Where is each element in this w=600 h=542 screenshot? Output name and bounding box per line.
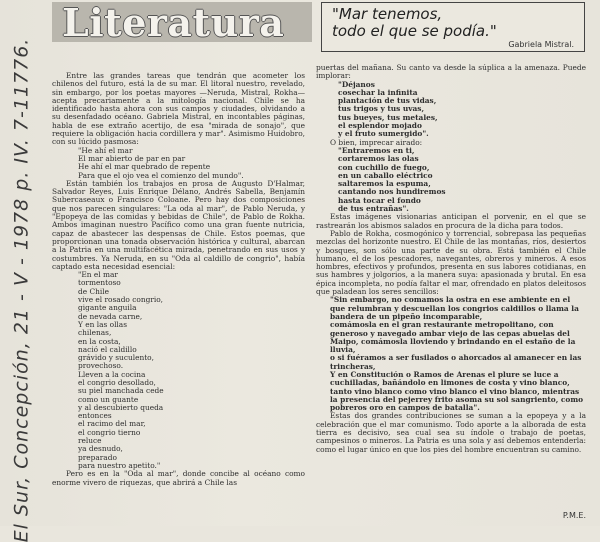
paragraph: Estas dos grandes contribuciones se suman a la epopeya y a la celebración que el mar comunismo. Todo aporte a la alborada de esta tierra es decisivo, sea cual sea su índole o trabajo de poetas, campesinos o mineros. La Patria es una sola y así debemos entenderla: como el lugar único en que los pies del hombre encuentran su camino. xyxy=(316,411,586,454)
verse-block: "He ahí el mar El mar abierto de par en par He ahí el mar quebrado de repente Para que el ojo vea el comienzo del mundo". xyxy=(78,145,244,180)
verse-block: "En el mar tormentoso de Chile vive el rosado congrio, gigante anguila de nevada carne, Y en las ollas chilenas, en la costa, nació el caldillo grávido y suculento, provechoso. Lleven a la cocina el congrio desollado, su piel manchada cede como un guante y al descubierto queda entonces el racimo del mar, el congrio tierno reluce ya desnudo, preparado para nuestro apetito." xyxy=(78,270,164,470)
paragraph: Entre las grandes tareas que tendrán que acometer los chilenos del futuro, está la de su mar. El litoral nuestro, revelado, sin embargo, por los poetas mayores —Neruda, Mistral, Rokha— acepta precariamente a la mitología nacional. Chile se ha identificado hasta ahora con sus campos y ciudades, olvidando a su desenfadado océano. Gabriela Mistral, en incontables páginas, habla de ese extraño acertijo, de esa "mirada de sonajo", que requiere la obligación hacia cordillera y mar". Asimismo Huidobro, con su lúcido pasmosa: xyxy=(52,71,305,147)
verse-block: "Entraremos en ti, cortaremos las olas con cuchillo de fuego, en un caballo eléctrico saltaremos la espuma, cantando nos hundiremos hasta tocar el fondo de tus entrañas". xyxy=(338,145,446,214)
paragraph: puertas del mañana. Su canto va desde la súplica a la amenaza. Puede implorar: xyxy=(316,63,586,81)
epigraph-quote: "Mar tenemos, todo el que se podía." xyxy=(332,5,497,40)
author-signature: P.M.E. xyxy=(562,511,586,520)
paragraph: Estas imágenes visionarias anticipan el porvenir, en el que se rastrearán los abismos salados en procura de la dicha para todos. xyxy=(316,212,586,230)
paragraph: Pablo de Rokha, cosmogónico y torrencial, sobrepasa las pequeñas mezclas del horizonte nuestro. El Chile de las montañas, ríos, desiertos y bosques, son sólo una parte de su obra. Está también el Chile humano, el de los pescadores, navegantes, obreros y mineros. A esos hombres, efectivos y profundos, presenta en sus labores cotidianas, en sus hambres y jolgorios, a la manera suya: apasionada y brutal. En esa épica incompleta, no podía faltar el mar, ofrendado en platos deleitosos que paladean los seres sencillos: xyxy=(316,228,586,297)
article-column-right xyxy=(316,64,586,454)
margin-note-text: El Sur, Concepción, 21 - V - 1978 p. IV. 7-11776. xyxy=(10,37,32,542)
paragraph: Pero es en la "Oda al mar", donde concibe al océano como enorme vivero de riquezas, que abrirá a Chile las xyxy=(52,469,305,487)
paragraph: O bien, imprecar airado: xyxy=(330,137,423,147)
article-column-left xyxy=(52,72,305,487)
paragraph: Están también los trabajos en prosa de Augusto D'Halmar, Salvador Reyes, Luis Enrique Délano, Andrés Sabella, Benjamín Subercaseaux o Francisco Coloane. Pero hay dos composiciones que nos parecen singulares: "La oda al mar", de Pablo Neruda, y "Epopeya de las comidas y bebidas de Chile", de Pablo de Rokha. Ambos imaginan nuestro Pacífico como una gran fuente nutricia, capaz de abastecer las despensas de Chile. Estos poemas, que proporcionan una tonada observación histórica y cultural, abarcan a la Patria en una multifacética mirada, penetrando en sus usos y costumbres. Ya Neruda, en su "Oda al caldillo de congrio", había captado esta necesidad esencial: xyxy=(52,178,305,271)
section-title: Literatura xyxy=(62,0,285,45)
epigraph-author: Gabriela Mistral. xyxy=(508,40,574,49)
epigraph-box xyxy=(321,2,585,52)
verse-block: "Sin embargo, no comamos la ostra en ese ambiente en el que relumbran y descuellan los congrios caldillos o llama la bandera de un pipeño incomparable, comámosla en el gran restaurante metropolitano, con generoso y navegado ambar viejo de las cepas abuelas del Maipo, comámosla lloviendo y brindando en el estaño de la lluvia, o si fuéramos a ser fusilados o ahorcados al amanecer en las trincheras, Y en Constitución o Ramos de Arenas el plure se luce a cuchilladas, bañándolo en limones de costa y vino blanco, tanto vino blanco como vino blanco el vino blanco, mientras la presencia del pejerrey frito asoma su sol sangriento, como pobreros oro en campos de batalla". xyxy=(330,295,584,413)
section-masthead xyxy=(52,0,312,45)
handwritten-margin-note xyxy=(4,37,38,542)
verse-block: "Déjanos cosechar la infinita plantación de tus vidas, tus trigos y tus uvas, tus bueyes, tus metales, el esplendor mojado y el fruto sumergido". xyxy=(338,79,438,139)
